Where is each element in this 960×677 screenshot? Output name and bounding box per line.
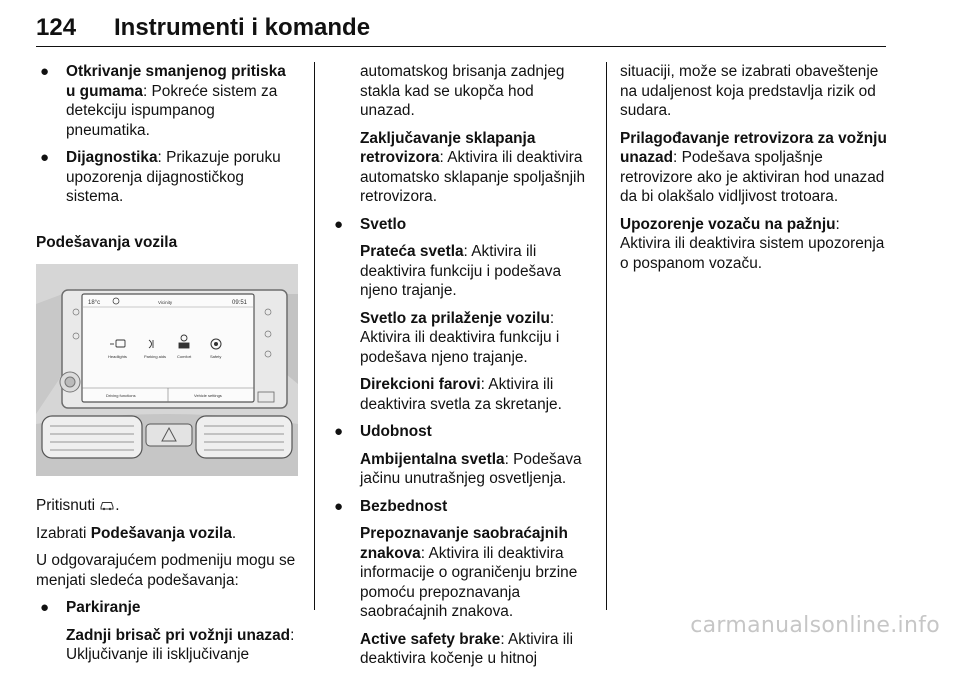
text-approach-lights: : Aktivira ili deaktivira funkciju i podešava njeno trajanje. xyxy=(360,309,560,366)
text-driver-attention: : Aktivira ili deaktivira sistem upozorenja o pospanom vozaču. xyxy=(620,215,885,272)
status-vicinity: Vicinity xyxy=(158,300,173,305)
text-cornering-lights: : Aktivira ili deaktivira svetla za skretanje. xyxy=(360,376,562,413)
column-3 xyxy=(620,62,888,281)
tab-vehicle-settings: Vehicle settings xyxy=(194,393,222,398)
term-follow-me-lights: Prateća svetla xyxy=(360,243,464,260)
term-tire-pressure: Otkrivanje smanjenog pritiska u gumama xyxy=(66,63,286,100)
bullet-dot: ● xyxy=(334,423,344,440)
heading-comfort: Udobnost xyxy=(360,423,432,440)
infotainment-figure xyxy=(36,264,298,476)
term-reverse-mirror-tilt: Prilagođavanje retrovizora za vožnju unazad xyxy=(620,129,887,166)
page-number: 124 xyxy=(36,14,77,41)
heading-lights: Svetlo xyxy=(360,215,407,233)
text-active-safety-brake: : Aktivira ili deaktivira kočenje u hitnoj xyxy=(360,630,574,667)
term-mirror-folding: Zaključavanje sklapanja retrovizora xyxy=(360,129,536,166)
running-title: Instrumenti i komande xyxy=(114,14,371,41)
continued-text: automatskog brisanja zadnjeg stakla kad se ukopča hod unazad. xyxy=(360,63,565,119)
text-traffic-sign-recognition: : Aktivira ili deaktivira informacije o ograničenju brzine pomoću prepoznavanja saobraćajnih znakova. xyxy=(360,544,578,620)
bullet-dot: ● xyxy=(40,63,50,80)
text-ambient-lights: : Podešava jačinu unutrašnjeg osvetljenja. xyxy=(360,450,582,487)
label-headlights: Headlights xyxy=(108,354,127,359)
text-tire-pressure: : Pokreće sistem za detekciju ispumpanog pneumatika. xyxy=(66,82,278,139)
term-active-safety-brake: Active safety brake xyxy=(360,630,501,648)
label-safety: Safety xyxy=(210,354,222,359)
item-ambient-lights xyxy=(330,450,592,489)
select-pre: Izabrati xyxy=(36,524,91,542)
column-1 xyxy=(36,62,298,673)
item-reverse-mirror-tilt xyxy=(620,129,888,207)
term-approach-lights: Svetlo za prilaženje vozilu xyxy=(360,309,550,327)
status-time: 09:51 xyxy=(232,300,248,306)
term-ambient-lights: Ambijentalna svetla xyxy=(360,450,505,468)
term-driver-attention: Upozorenje vozaču na pažnju xyxy=(620,215,836,233)
section-heading-vehicle-settings: Podešavanja vozila xyxy=(36,233,178,251)
bullet-parking xyxy=(36,598,298,618)
item-cornering-lights xyxy=(330,375,592,414)
item-driver-attention xyxy=(620,215,888,274)
item-active-safety-brake xyxy=(330,630,592,669)
column-2 xyxy=(330,62,592,677)
text-rear-wiper: : Uključivanje ili isključivanje xyxy=(66,626,295,663)
item-approach-lights xyxy=(330,309,592,368)
item-rear-wiper xyxy=(36,626,298,665)
text-mirror-folding: : Aktivira ili deaktivira automatsko sklapanje spoljašnjih retrovizora. xyxy=(360,149,586,205)
term-traffic-sign-recognition: Prepoznavanje saobraćajnih znakova xyxy=(360,525,568,562)
instruction-select xyxy=(36,524,298,544)
watermark: carmanualsonline.info xyxy=(690,613,940,638)
status-temperature: 18°c xyxy=(88,300,101,306)
bullet-diagnostics xyxy=(36,148,298,207)
label-comfort: Comfort xyxy=(177,354,192,359)
bullet-dot: ● xyxy=(40,599,50,616)
term-rear-wiper: Zadnji brisač pri vožnji unazad xyxy=(66,626,291,644)
item-mirror-folding xyxy=(330,129,592,207)
column-divider-2 xyxy=(606,62,607,610)
press-text: Pritisnuti xyxy=(36,497,96,514)
bullet-tire-pressure xyxy=(36,62,298,140)
text-follow-me-lights: : Aktivira ili deaktivira funkciju i podešava njeno trajanje. xyxy=(360,243,562,299)
term-cornering-lights: Direkcioni farovi xyxy=(360,376,481,393)
text-diagnostics: : Prikazuje poruku upozorenja dijagnostičkog sistema. xyxy=(66,149,281,205)
label-parking: Parking aids xyxy=(144,354,167,359)
term-diagnostics: Dijagnostika xyxy=(66,149,158,166)
press-end: . xyxy=(115,497,120,514)
bullet-dot: ● xyxy=(334,497,344,515)
heading-safety: Bezbednost xyxy=(360,497,448,515)
item-follow-me-lights xyxy=(330,242,592,301)
select-term: Podešavanja vozila xyxy=(90,524,232,542)
car-settings-icon xyxy=(99,499,115,511)
continued-text-col3: situaciji, može se izabrati obaveštenje na udaljenost koja predstavlja rizik od sudara. xyxy=(620,63,879,119)
bullet-safety xyxy=(330,497,592,517)
header-rule xyxy=(36,46,886,47)
dashboard-illustration xyxy=(36,264,298,476)
page-header xyxy=(36,8,886,42)
item-traffic-sign-recognition xyxy=(330,524,592,622)
bullet-dot: ● xyxy=(40,149,50,166)
bullet-lights xyxy=(330,215,592,235)
heading-parking: Parkiranje xyxy=(66,599,141,616)
select-end: . xyxy=(231,524,237,542)
instruction-press xyxy=(36,496,298,516)
column-divider-1 xyxy=(314,62,315,610)
bullet-comfort xyxy=(330,422,592,442)
intro-paragraph: U odgovarajućem podmeniju mogu se menjati sledeća podešavanja: xyxy=(36,552,296,589)
bullet-dot: ● xyxy=(334,215,344,233)
text-reverse-mirror-tilt: : Podešava spoljašnje retrovizore ako je aktiviran hod unazad da bi olakšalo vidljivost trotoara. xyxy=(620,149,885,205)
tab-driving-functions: Driving functions xyxy=(106,393,136,398)
